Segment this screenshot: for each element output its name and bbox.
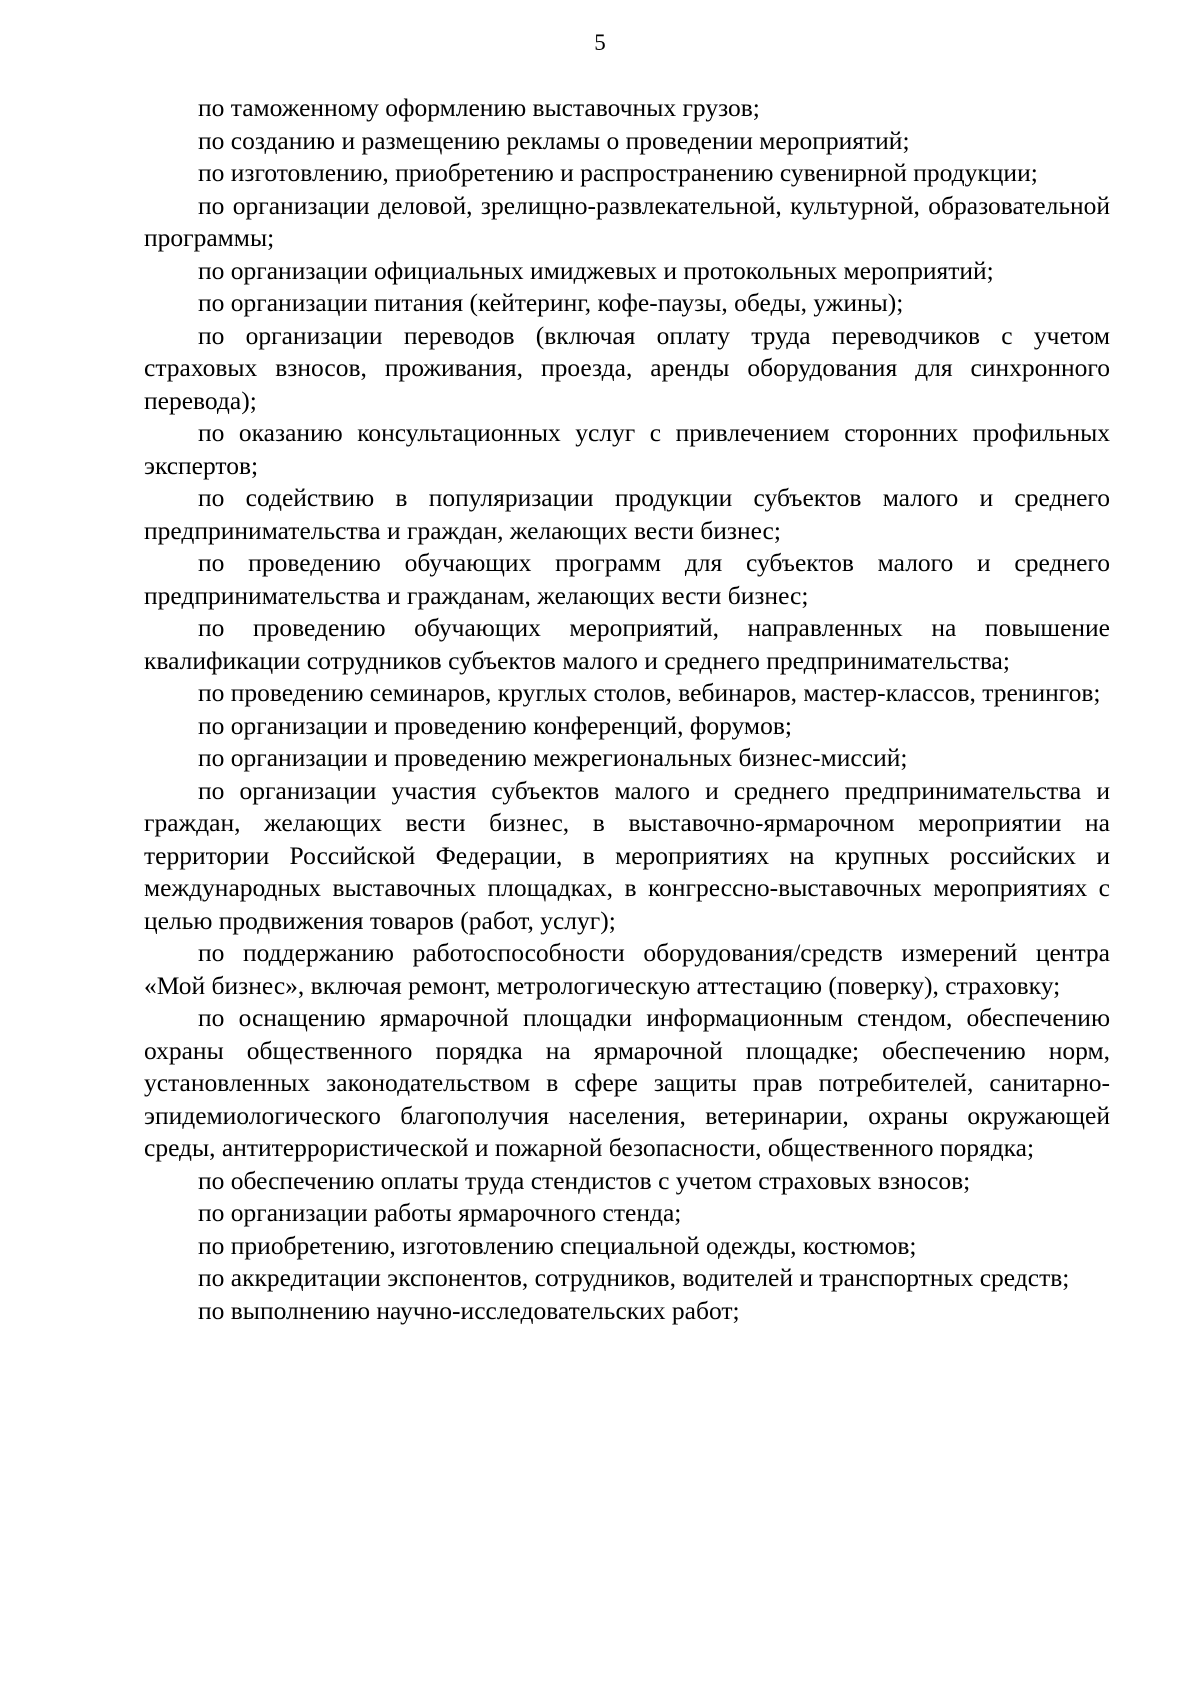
paragraph-translation: по организации переводов (включая оплату труда переводчиков с учетом страховых взносов, проживания, проезда, аренды оборудования для синхронного перевода); xyxy=(144,320,1110,415)
paragraph-popularization: по содействию в популяризации продукции субъектов малого и среднего предпринимательства и граждан, желающих вести бизнес; xyxy=(144,483,1110,545)
paragraph-training-programs: по проведению обучающих программ для субъектов малого и среднего предпринимательства и гражданам, желающих вести бизнес; xyxy=(144,548,1110,610)
paragraph-equipment: по поддержанию работоспособности оборудования/средств измерений центра «Мой бизнес», включая ремонт, метрологическую аттестацию (поверку), страховку; xyxy=(144,938,1110,1000)
paragraph-customs: по таможенному оформлению выставочных грузов; xyxy=(198,93,760,122)
paragraph-exhibitions: по организации участия субъектов малого и среднего предпринимательства и граждан, желающих вести бизнес, в выставочно-ярмарочном мероприятии на территории Российской Федерации, в мероприятиях на крупных российских и международных выставочных площадках, в конгрессно-выставочных мероприятиях с целью продвижения товаров (работ, услуг); xyxy=(144,775,1110,935)
paragraph-clothing: по приобретению, изготовлению специальной одежды, костюмов; xyxy=(198,1230,917,1260)
paragraph-conferences: по организации и проведению конференций, форумов; xyxy=(198,710,792,740)
paragraph-business-program: по организации деловой, зрелищно-развлекательной, культурной, образовательной программы; xyxy=(144,190,1110,252)
paragraph-consulting: по оказанию консультационных услуг с привлечением сторонних профильных экспертов; xyxy=(144,418,1110,480)
page-number: 5 xyxy=(594,30,606,55)
paragraph-catering: по организации питания (кейтеринг, кофе-паузы, обеды, ужины); xyxy=(198,288,904,317)
paragraph-stand-staff: по обеспечению оплаты труда стендистов с учетом страховых взносов; xyxy=(198,1165,971,1195)
paragraph-research: по выполнению научно-исследовательских работ; xyxy=(198,1295,740,1325)
paragraph-fair-stand: по организации работы ярмарочного стенда; xyxy=(198,1198,682,1227)
paragraph-qualification: по проведению обучающих мероприятий, направленных на повышение квалификации сотрудников субъектов малого и среднего предпринимательства; xyxy=(144,613,1110,675)
document-body xyxy=(144,92,1110,1327)
paragraph-seminars: по проведению семинаров, круглых столов, вебинаров, мастер-классов, тренингов; xyxy=(198,678,1101,707)
paragraph-advertising: по созданию и размещению рекламы о проведении мероприятий; xyxy=(198,125,910,155)
paragraph-accreditation: по аккредитации экспонентов, сотрудников, водителей и транспортных средств; xyxy=(198,1263,1070,1292)
paragraph-image-events: по организации официальных имиджевых и протокольных мероприятий; xyxy=(198,255,994,285)
paragraph-souvenirs: по изготовлению, приобретению и распространению сувенирной продукции; xyxy=(198,158,1038,187)
paragraph-fair-site: по оснащению ярмарочной площадки информационным стендом, обеспечению охраны общественного порядка на ярмарочной площадке; обеспечению норм, установленных законодательством в сфере защиты прав потребителей, санитарно-эпидемиологического благополучия населения, ветеринарии, охраны окружающей среды, антитеррористической и пожарной безопасности, общественного порядка; xyxy=(144,1003,1110,1162)
paragraph-business-missions: по организации и проведению межрегиональных бизнес-миссий; xyxy=(198,743,908,772)
